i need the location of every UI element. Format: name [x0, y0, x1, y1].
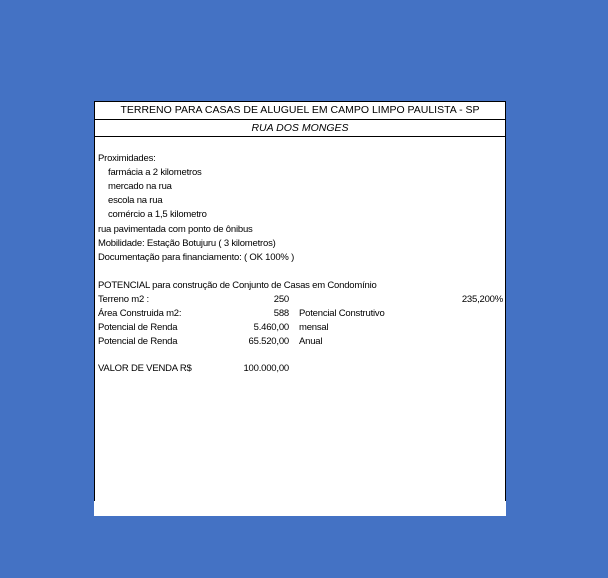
row-note: mensal: [299, 322, 329, 333]
row-value: 250: [273, 294, 289, 305]
row-value: 5.460,00: [253, 322, 289, 333]
note-line: Documentação para financiamento: ( OK 100% ): [98, 252, 295, 263]
proximidade-item: farmácia a 2 kilometros: [108, 167, 202, 178]
potencial-heading: POTENCIAL para construção de Conjunto de Casas em Condomínio: [98, 280, 377, 291]
note-line: rua pavimentada com ponto de ônibus: [98, 224, 253, 235]
row-value: 65.520,00: [248, 336, 289, 347]
row-label: Potencial de Renda: [98, 336, 178, 347]
valor-venda-label: VALOR DE VENDA R$: [98, 363, 192, 374]
content-box: [94, 137, 506, 501]
street-subtitle: RUA DOS MONGES: [94, 120, 506, 137]
row-label: Potencial de Renda: [98, 322, 178, 333]
proximidade-item: comércio a 1,5 kilometro: [108, 209, 207, 220]
row-note: Anual: [299, 336, 323, 347]
proximidade-item: escola na rua: [108, 195, 163, 206]
proximidades-label: Proximidades:: [98, 153, 156, 164]
row-extra: 235,200%: [461, 294, 503, 305]
valor-venda-value: 100.000,00: [243, 363, 289, 374]
row-label: Área Construida m2:: [98, 308, 182, 319]
row-value: 588: [273, 308, 289, 319]
spreadsheet-sheet: [94, 101, 506, 516]
row-note: Potencial Construtivo: [299, 308, 385, 319]
row-label: Terreno m2 :: [98, 294, 149, 305]
note-line: Mobilidade: Estação Botujuru ( 3 kilometros): [98, 238, 276, 249]
document-title: TERRENO PARA CASAS DE ALUGUEL EM CAMPO LIMPO PAULISTA - SP: [94, 101, 506, 120]
proximidade-item: mercado na rua: [108, 181, 172, 192]
